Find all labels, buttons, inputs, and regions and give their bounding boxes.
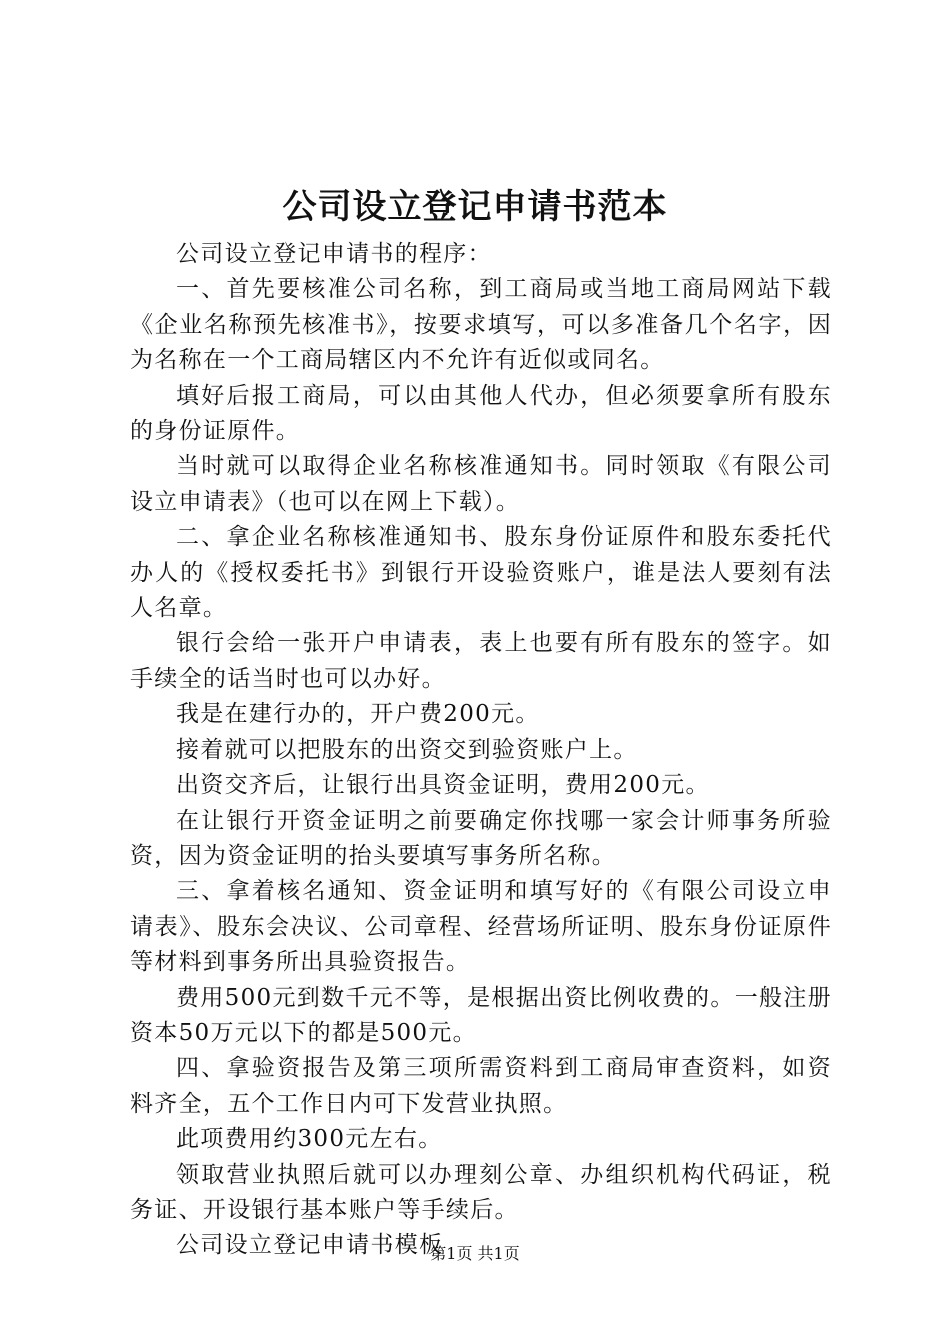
paragraph-opening-fee: 我是在建行办的，开户费200元。 <box>176 701 540 728</box>
paragraph-license-fee: 此项费用约300元左右。 <box>176 1126 443 1153</box>
paragraph-template-heading: 公司设立登记申请书模板 <box>176 1232 444 1259</box>
paragraph-step-one: 一、首先要核准公司名称，到工商局或当地工商局网站下载《企业名称预先核准书》，按要求填写，可以多准备几个名字，因为名称在一个工商局辖区内不允许有近似或同名。 <box>130 276 832 374</box>
paragraph-step-two: 二、拿企业名称核准通知书、股东身份证原件和股东委托代办人的《授权委托书》到银行开设验资账户，谁是法人要刻有法人名章。 <box>130 524 832 622</box>
paragraph-accounting-firm: 在让银行开资金证明之前要确定你找哪一家会计师事务所验资，因为资金证明的抬头要填写事务所名称。 <box>130 807 832 869</box>
document-body <box>130 237 832 1264</box>
paragraph-bank-form: 银行会给一张开户申请表，表上也要有所有股东的签字。如手续全的话当时也可以办好。 <box>130 630 832 692</box>
page-footer: 第1页 共1页 <box>430 1244 520 1263</box>
paragraph-deposit: 接着就可以把股东的出资交到验资账户上。 <box>176 736 638 763</box>
paragraph-audit-fee: 费用500元到数千元不等，是根据出资比例收费的。一般注册资本50万元以下的都是500元。 <box>130 984 832 1046</box>
paragraph-notice: 当时就可以取得企业名称核准通知书。同时领取《有限公司设立申请表》（也可以在网上下载）。 <box>130 453 832 515</box>
paragraph-step-three: 三、拿着核名通知、资金证明和填写好的《有限公司设立申请表》、股东会决议、公司章程、经营场所证明、股东身份证原件等材料到事务所出具验资报告。 <box>130 878 832 976</box>
document-title: 公司设立登记申请书范本 <box>282 187 668 227</box>
paragraph-intro: 公司设立登记申请书的程序： <box>176 241 492 267</box>
paragraph-after-license: 领取营业执照后就可以办理刻公章、办组织机构代码证，税务证、开设银行基本账户等手续后。 <box>130 1161 832 1223</box>
paragraph-submit: 填好后报工商局，可以由其他人代办，但必须要拿所有股东的身份证原件。 <box>130 382 832 445</box>
paragraph-step-four: 四、拿验资报告及第三项所需资料到工商局审查资料，如资料齐全，五个工作日内可下发营业执照。 <box>130 1055 832 1117</box>
paragraph-fund-proof: 出资交齐后，让银行出具资金证明，费用200元。 <box>176 772 710 799</box>
